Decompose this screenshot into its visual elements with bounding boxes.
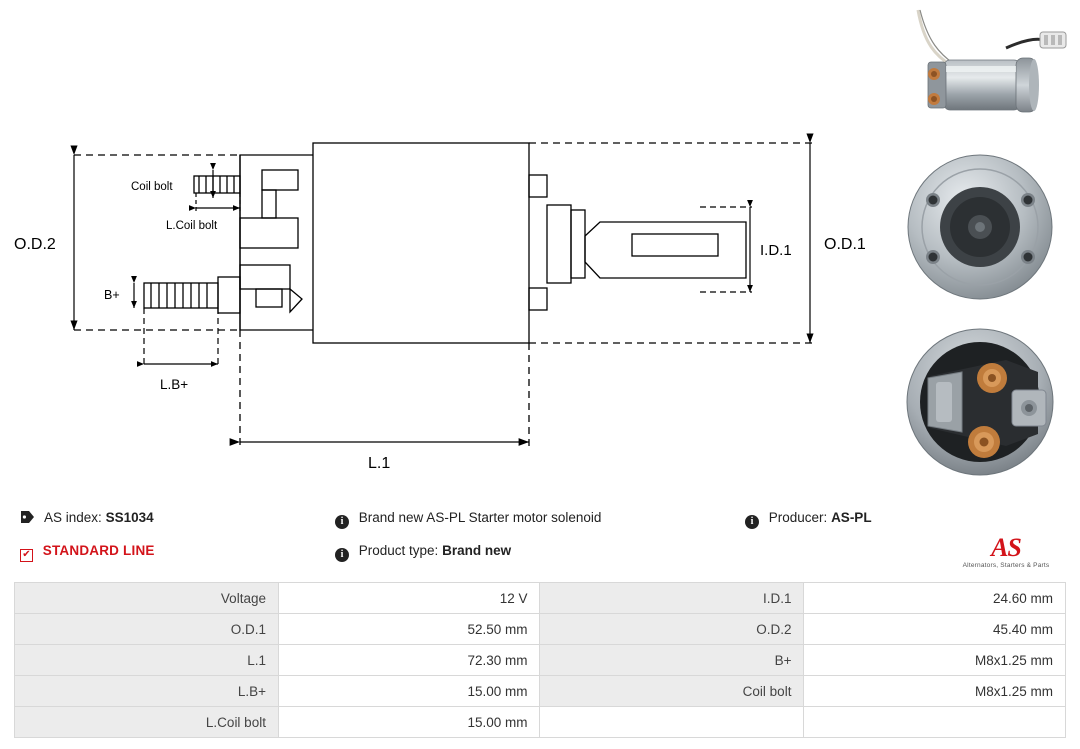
- producer-value: AS-PL: [831, 510, 872, 525]
- spec-label: O.D.2: [540, 614, 804, 645]
- table-row: [15, 614, 1066, 645]
- info-icon: i: [745, 515, 759, 529]
- info-row: [0, 498, 1080, 574]
- label-od2: O.D.2: [14, 236, 56, 253]
- info-icon: i: [335, 515, 349, 529]
- spec-label: Coil bolt: [540, 676, 804, 707]
- brand-logo-tagline: Alternators, Starters & Parts: [962, 562, 1050, 569]
- product-type: [335, 543, 511, 562]
- spec-value: 15.00 mm: [278, 707, 540, 738]
- info-icon: i: [335, 548, 349, 562]
- photo-solenoid-side[interactable]: [888, 4, 1072, 140]
- label-b-plus: B+: [104, 288, 120, 302]
- spec-value: M8x1.25 mm: [804, 645, 1066, 676]
- table-row: [15, 707, 1066, 738]
- spec-label-empty: [540, 707, 804, 738]
- spec-label: I.D.1: [540, 583, 804, 614]
- brand-logo-name: AS: [991, 533, 1021, 562]
- spec-value: 12 V: [278, 583, 540, 614]
- photo-solenoid-front[interactable]: [888, 142, 1072, 312]
- label-l-b-plus: L.B+: [160, 377, 189, 392]
- spec-label: L.1: [15, 645, 279, 676]
- table-row: [15, 583, 1066, 614]
- product-description-text: Brand new AS-PL Starter motor solenoid: [358, 510, 602, 525]
- label-od1: O.D.1: [824, 236, 866, 253]
- product-type-label: Product type:: [358, 543, 439, 558]
- table-row: [15, 676, 1066, 707]
- label-l-coil-bolt: L.Coil bolt: [166, 220, 218, 232]
- product-type-value: Brand new: [442, 543, 512, 558]
- spec-value-empty: [804, 707, 1066, 738]
- product-photos: [880, 0, 1080, 490]
- check-box-icon: ✔: [20, 549, 33, 562]
- brand-logo: [956, 533, 1056, 569]
- as-index-label: AS index:: [44, 510, 102, 525]
- specification-table-body: [15, 583, 1066, 738]
- tag-icon: [20, 510, 35, 524]
- producer-label: Producer:: [768, 510, 828, 525]
- spec-label: B+: [540, 645, 804, 676]
- standard-line: [20, 543, 155, 562]
- spec-label: L.Coil bolt: [15, 707, 279, 738]
- label-coil-bolt: Coil bolt: [131, 181, 173, 193]
- product-description: [335, 510, 601, 529]
- spec-value: 24.60 mm: [804, 583, 1066, 614]
- spec-label: Voltage: [15, 583, 279, 614]
- spec-label: O.D.1: [15, 614, 279, 645]
- spec-value: M8x1.25 mm: [804, 676, 1066, 707]
- specification-table: [14, 582, 1066, 738]
- spec-value: 72.30 mm: [278, 645, 540, 676]
- producer: [745, 510, 872, 529]
- spec-value: 15.00 mm: [278, 676, 540, 707]
- as-index: [20, 510, 154, 525]
- table-row: [15, 645, 1066, 676]
- as-index-value: SS1034: [105, 510, 154, 525]
- spec-value: 45.40 mm: [804, 614, 1066, 645]
- spec-label: L.B+: [15, 676, 279, 707]
- standard-line-label: STANDARD LINE: [42, 543, 155, 558]
- spec-value: 52.50 mm: [278, 614, 540, 645]
- label-l1: L.1: [368, 455, 391, 472]
- label-id1: I.D.1: [760, 242, 792, 259]
- photo-solenoid-rear[interactable]: [888, 316, 1072, 488]
